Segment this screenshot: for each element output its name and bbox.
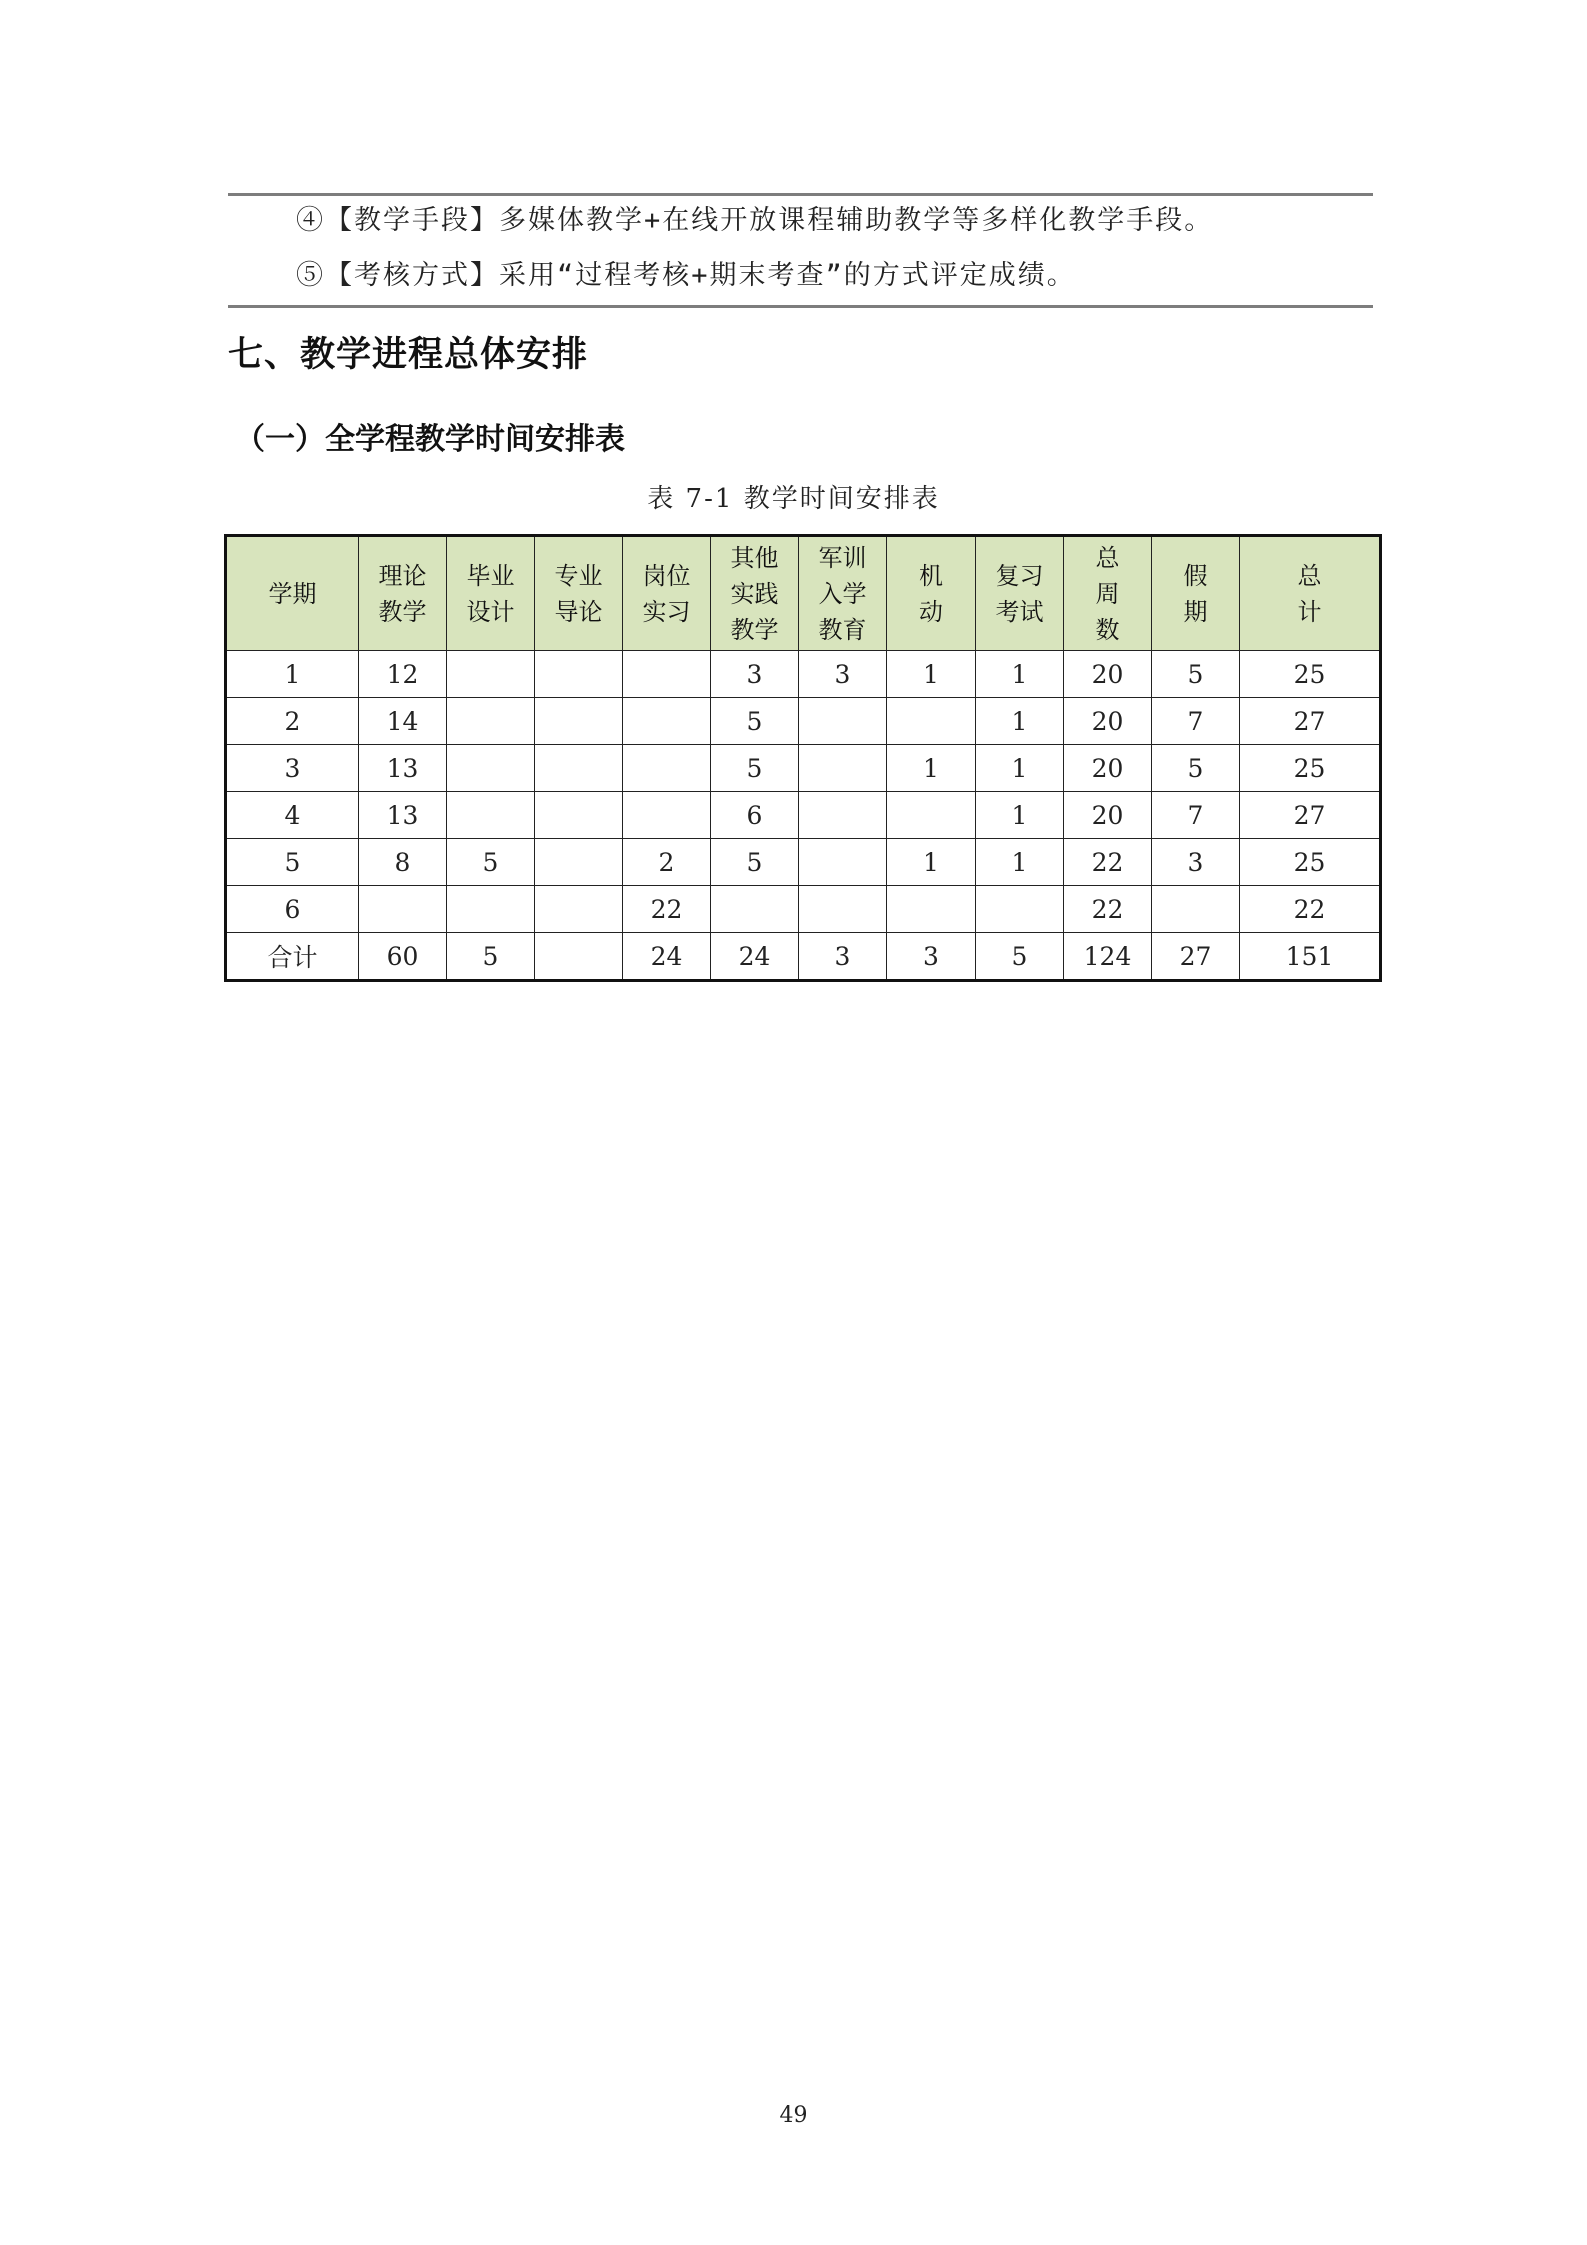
- table-cell: 1: [976, 651, 1064, 698]
- table-cell: 1: [887, 651, 976, 698]
- teaching-schedule-table: [224, 534, 1382, 982]
- table-cell: 22: [1064, 886, 1152, 933]
- table-cell: 5: [226, 839, 359, 886]
- table-cell: [535, 933, 623, 981]
- column-header-line: 计: [1297, 597, 1322, 626]
- table-cell: 20: [1064, 698, 1152, 745]
- table-cell: 1: [976, 745, 1064, 792]
- table-cell: [535, 651, 623, 698]
- table-cell: 5: [711, 839, 799, 886]
- column-header-line: 设计: [466, 597, 515, 626]
- table-row: [226, 886, 1381, 933]
- column-header: [1152, 536, 1240, 651]
- table-row: [226, 792, 1381, 839]
- table-cell: [887, 886, 976, 933]
- table-body: [226, 651, 1381, 981]
- column-header: [226, 536, 359, 651]
- table-cell: 4: [226, 792, 359, 839]
- column-header: [1240, 536, 1381, 651]
- column-header-line: 教学: [730, 615, 779, 644]
- column-header-line: 岗位: [642, 561, 691, 590]
- table-cell: 151: [1240, 933, 1381, 981]
- table-cell: [623, 745, 711, 792]
- table-caption: 表 7-1 教学时间安排表: [647, 484, 940, 514]
- table-cell: 3: [226, 745, 359, 792]
- table-cell: 20: [1064, 651, 1152, 698]
- table-row: [226, 745, 1381, 792]
- table-cell: [447, 698, 535, 745]
- table-header-row: [226, 536, 1381, 651]
- column-header-line: 学期: [268, 579, 317, 608]
- column-header: [447, 536, 535, 651]
- table-cell: 27: [1152, 933, 1240, 981]
- table-row: [226, 698, 1381, 745]
- table-cell: [623, 698, 711, 745]
- table-cell: 1: [887, 745, 976, 792]
- table-cell: 27: [1240, 698, 1381, 745]
- table-cell: 2: [623, 839, 711, 886]
- table-cell: [799, 886, 887, 933]
- table-cell: 合计: [226, 933, 359, 981]
- table-cell: 22: [623, 886, 711, 933]
- column-header-line: 期: [1183, 597, 1208, 626]
- column-header-line: 导论: [554, 597, 603, 626]
- column-header-line: 机: [919, 561, 943, 590]
- table-cell: 3: [799, 933, 887, 981]
- table-cell: 3: [799, 651, 887, 698]
- table-cell: 5: [711, 698, 799, 745]
- column-header: [623, 536, 711, 651]
- table-cell: 20: [1064, 792, 1152, 839]
- table-cell: [535, 698, 623, 745]
- column-header-line: 教育: [818, 615, 867, 644]
- column-header-line: 假: [1183, 561, 1208, 590]
- column-header-line: 军训: [818, 543, 867, 572]
- table-cell: 6: [711, 792, 799, 839]
- paragraph-assessment: ⑤【考核方式】采用“过程考核+期末考查”的方式评定成绩。: [296, 260, 1076, 291]
- table-cell: 14: [359, 698, 447, 745]
- table-cell: [799, 839, 887, 886]
- bottom-divider: [228, 305, 1373, 308]
- column-header-line: 总: [1095, 543, 1120, 572]
- column-header: [887, 536, 976, 651]
- table-cell: 22: [1064, 839, 1152, 886]
- column-header-line: 复习: [995, 561, 1044, 590]
- table-cell: [976, 886, 1064, 933]
- column-header: [976, 536, 1064, 651]
- table-cell: 3: [1152, 839, 1240, 886]
- paragraph-teaching-methods: ④【教学手段】多媒体教学+在线开放课程辅助教学等多样化教学手段。: [296, 205, 1214, 236]
- table-cell: 5: [447, 839, 535, 886]
- table-cell: 24: [711, 933, 799, 981]
- table-cell: 25: [1240, 745, 1381, 792]
- section-subheading: （一）全学程教学时间安排表: [235, 422, 625, 457]
- table-cell: [799, 698, 887, 745]
- table-cell: 5: [1152, 745, 1240, 792]
- table-cell: 60: [359, 933, 447, 981]
- table-cell: 24: [623, 933, 711, 981]
- column-header-line: 实习: [642, 597, 691, 626]
- column-header-line: 专业: [554, 561, 603, 590]
- column-header-line: 理论: [378, 561, 427, 590]
- table-cell: [535, 839, 623, 886]
- table-cell: 25: [1240, 651, 1381, 698]
- table-cell: [535, 886, 623, 933]
- table-cell: [887, 792, 976, 839]
- table-cell: 1: [976, 792, 1064, 839]
- table-cell: [447, 651, 535, 698]
- table-cell: 124: [1064, 933, 1152, 981]
- column-header-line: 总: [1297, 561, 1322, 590]
- table-cell: 2: [226, 698, 359, 745]
- table-cell: 22: [1240, 886, 1381, 933]
- table-cell: 5: [1152, 651, 1240, 698]
- table-cell: 13: [359, 792, 447, 839]
- section-heading: 七、教学进程总体安排: [228, 335, 589, 375]
- column-header-line: 教学: [378, 597, 427, 626]
- table-cell: 1: [887, 839, 976, 886]
- table-cell: 8: [359, 839, 447, 886]
- column-header: [711, 536, 799, 651]
- table-cell: [1152, 886, 1240, 933]
- table-cell: [447, 792, 535, 839]
- top-divider: [228, 193, 1373, 196]
- table-cell: 5: [976, 933, 1064, 981]
- table-cell: [535, 745, 623, 792]
- table-cell: 1: [976, 839, 1064, 886]
- column-header-line: 周: [1095, 579, 1120, 608]
- column-header-line: 数: [1095, 615, 1120, 644]
- column-header-line: 实践: [730, 579, 779, 608]
- table-cell: [623, 792, 711, 839]
- column-header-line: 考试: [995, 597, 1044, 626]
- table-cell: 12: [359, 651, 447, 698]
- column-header-line: 其他: [730, 543, 779, 572]
- table-cell: 27: [1240, 792, 1381, 839]
- column-header-line: 入学: [818, 579, 867, 608]
- table-cell: [359, 886, 447, 933]
- table-cell: 7: [1152, 698, 1240, 745]
- table-cell: 6: [226, 886, 359, 933]
- column-header: [1064, 536, 1152, 651]
- table-cell: 20: [1064, 745, 1152, 792]
- column-header-line: 毕业: [466, 561, 515, 590]
- column-header: [799, 536, 887, 651]
- table-cell: 7: [1152, 792, 1240, 839]
- page-number: 49: [779, 2103, 808, 2128]
- table-cell: 3: [711, 651, 799, 698]
- table-cell: [623, 651, 711, 698]
- table-cell: 5: [711, 745, 799, 792]
- table-cell: 3: [887, 933, 976, 981]
- table-row: [226, 839, 1381, 886]
- column-header: [359, 536, 447, 651]
- table-cell: 5: [447, 933, 535, 981]
- table-cell: [887, 698, 976, 745]
- table-cell: [711, 886, 799, 933]
- table-cell: [535, 792, 623, 839]
- table-row: [226, 651, 1381, 698]
- table-cell: 1: [976, 698, 1064, 745]
- column-header: [535, 536, 623, 651]
- table-cell: [447, 886, 535, 933]
- column-header-line: 动: [919, 597, 943, 626]
- table-cell: [799, 792, 887, 839]
- table-cell: 25: [1240, 839, 1381, 886]
- table-cell: 1: [226, 651, 359, 698]
- table-cell: 13: [359, 745, 447, 792]
- table-cell: [447, 745, 535, 792]
- table-cell: [799, 745, 887, 792]
- table-row: [226, 933, 1381, 981]
